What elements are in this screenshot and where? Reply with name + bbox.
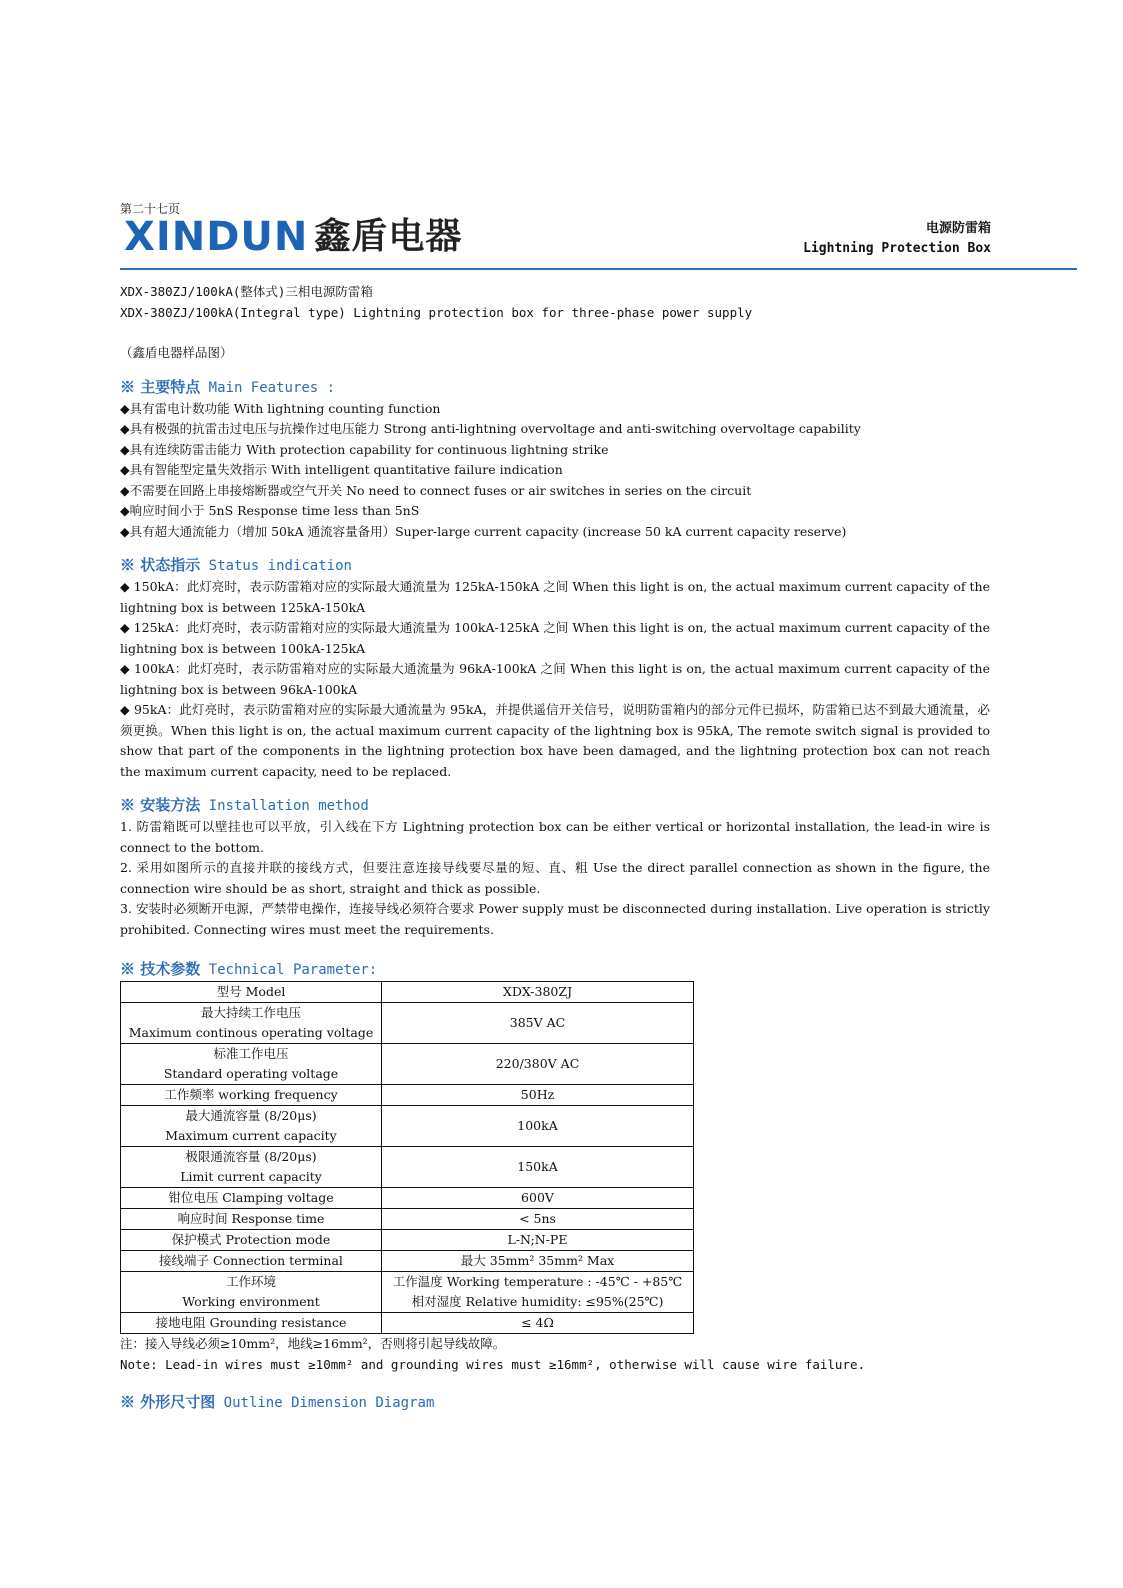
feature-item: ◆具有极强的抗雷击过电压与抗操作过电压能力 Strong anti-lightning overvoltage and anti-switching overvoltage capability xyxy=(120,421,861,436)
param-value: 50Hz xyxy=(382,1085,694,1106)
wire-note-en: Note: Lead-in wires must ≥10mm² and grounding wires must ≥16mm², otherwise will cause wire failure. xyxy=(120,1356,866,1372)
product-title-cn: XDX-380ZJ/100kA(整体式)三相电源防雷箱 xyxy=(120,284,373,299)
product-title-en: XDX-380ZJ/100kA(Integral type) Lightning protection box for three-phase power supply xyxy=(120,304,753,320)
param-label: 极限通流容量 (8/20μs) Limit current capacity xyxy=(121,1147,382,1188)
param-row xyxy=(121,1209,694,1230)
param-row xyxy=(121,1085,694,1106)
param-label: 钳位电压 Clamping voltage xyxy=(121,1188,382,1209)
param-label: 响应时间 Response time xyxy=(121,1209,382,1230)
features-heading: ※ 主要特点 Main Features : xyxy=(120,377,336,396)
status-item: ◆ 100kA：此灯亮时，表示防雷箱对应的实际最大通流量为 96kA-100kA 之间 When this light is on, the actual maximum current capacity of the lightning box is between 96kA-100kA xyxy=(120,661,990,697)
param-label: 接地电阻 Grounding resistance xyxy=(121,1313,382,1334)
param-value: 最大 35mm² 35mm² Max xyxy=(382,1251,694,1272)
features-list xyxy=(120,399,990,543)
param-label: 标准工作电压 Standard operating voltage xyxy=(121,1044,382,1085)
param-row xyxy=(121,1251,694,1272)
param-label: 最大持续工作电压 Maximum continous operating voltage xyxy=(121,1003,382,1044)
installation-step: 3. 安装时必须断开电源，严禁带电操作，连接导线必须符合要求 Power supply must be disconnected during installation. Live operation is strictly prohibited. Connecting wires must meet the requirements. xyxy=(120,901,990,937)
status-item: ◆ 125kA：此灯亮时，表示防雷箱对应的实际最大通流量为 100kA-125kA 之间 When this light is on, the actual maximum current capacity of the lightning box is between 100kA-125kA xyxy=(120,620,990,656)
param-row xyxy=(121,1230,694,1251)
wire-note-cn: 注：接入导线必须≥10mm²，地线≥16mm²，否则将引起导线故障。 xyxy=(120,1336,506,1351)
logo-latin-text: XINDUN xyxy=(124,214,309,260)
feature-item: ◆具有雷电计数功能 With lightning counting function xyxy=(120,400,441,416)
main-content xyxy=(120,282,990,1414)
param-value: 600V xyxy=(382,1188,694,1209)
feature-item: ◆不需要在回路上串接熔断器或空气开关 No need to connect fuses or air switches in series on the circuit xyxy=(120,482,752,498)
installation-list xyxy=(120,817,990,940)
technical-parameter-table xyxy=(120,981,694,1334)
status-item: ◆ 150kA：此灯亮时，表示防雷箱对应的实际最大通流量为 125kA-150kA 之间 When this light is on, the actual maximum current capacity of the lightning box is between 125kA-150kA xyxy=(120,579,990,615)
installation-step: 1. 防雷箱既可以壁挂也可以平放，引入线在下方 Lightning protection box can be either vertical or horizontal installation, the lead-in wire is connect to the bottom. xyxy=(120,819,990,855)
header-category xyxy=(803,220,991,260)
param-label: 型号 Model xyxy=(121,982,382,1003)
sample-caption: （鑫盾电器样品图） xyxy=(120,345,233,360)
technical-heading: ※ 技术参数 Technical Parameter: xyxy=(120,960,378,978)
category-en: Lightning Protection Box xyxy=(803,241,991,256)
param-value: 150kA xyxy=(382,1147,694,1188)
param-row xyxy=(121,1003,694,1044)
installation-heading: ※ 安装方法 Installation method xyxy=(120,796,369,814)
feature-item: ◆响应时间小于 5nS Response time less than 5nS xyxy=(120,503,420,518)
feature-item: ◆具有连续防雷击能力 With protection capability for continuous lightning strike xyxy=(120,441,609,457)
header-divider xyxy=(120,268,1077,270)
logo-chinese-text: 鑫盾电器 xyxy=(314,216,463,257)
brand-logo xyxy=(124,214,462,260)
param-value: 工作温度 Working temperature : -45℃ - +85℃ 相对湿度 Relative humidity: ≤95%(25℃) xyxy=(382,1272,694,1313)
param-label: 接线端子 Connection terminal xyxy=(121,1251,382,1272)
param-row xyxy=(121,1147,694,1188)
param-label: 工作频率 working frequency xyxy=(121,1085,382,1106)
param-row xyxy=(121,1272,694,1313)
status-heading: ※ 状态指示 Status indication xyxy=(120,556,352,574)
page-number: 第二十七页 xyxy=(120,202,181,216)
param-value: 220/380V AC xyxy=(382,1044,694,1085)
param-row xyxy=(121,1106,694,1147)
param-row xyxy=(121,982,694,1003)
category-cn: 电源防雷箱 xyxy=(925,221,991,236)
outline-heading: ※ 外形尺寸图 Outline Dimension Diagram xyxy=(120,1393,435,1411)
param-value: XDX-380ZJ xyxy=(382,982,694,1003)
status-item: ◆ 95kA：此灯亮时，表示防雷箱对应的实际最大通流量为 95kA，并提供遥信开关信号，说明防雷箱内的部分元件已损坏，防雷箱已达不到最大通流量，必须更换。When this light is on, the actual maximum current capacity of the lightning box is 95kA, The remote switch signal is provided to show that part of the components in the lightning protection box have been damaged, and the lightning protection box can not reach the maximum current capacity, need to be replaced. xyxy=(120,702,990,779)
status-list xyxy=(120,577,990,782)
param-value: 385V AC xyxy=(382,1003,694,1044)
param-label: 最大通流容量 (8/20μs) Maximum current capacity xyxy=(121,1106,382,1147)
param-row xyxy=(121,1188,694,1209)
installation-step: 2. 采用如图所示的直接并联的接线方式，但要注意连接导线要尽量的短、直、粗 Use the direct parallel connection as shown in the figure, the connection wire should be as short, straight and thick as possible. xyxy=(120,860,990,896)
param-label: 工作环境 Working environment xyxy=(121,1272,382,1313)
param-row xyxy=(121,1044,694,1085)
param-value: ≤ 4Ω xyxy=(382,1313,694,1334)
param-row xyxy=(121,1313,694,1334)
param-value: < 5ns xyxy=(382,1209,694,1230)
param-value: L-N;N-PE xyxy=(382,1230,694,1251)
param-value: 100kA xyxy=(382,1106,694,1147)
feature-item: ◆具有智能型定量失效指示 With intelligent quantitative failure indication xyxy=(120,462,563,477)
param-label: 保护模式 Protection mode xyxy=(121,1230,382,1251)
feature-item: ◆具有超大通流能力（增加 50kA 通流容量备用）Super-large current capacity (increase 50 kA current capacity reserve) xyxy=(120,523,847,539)
